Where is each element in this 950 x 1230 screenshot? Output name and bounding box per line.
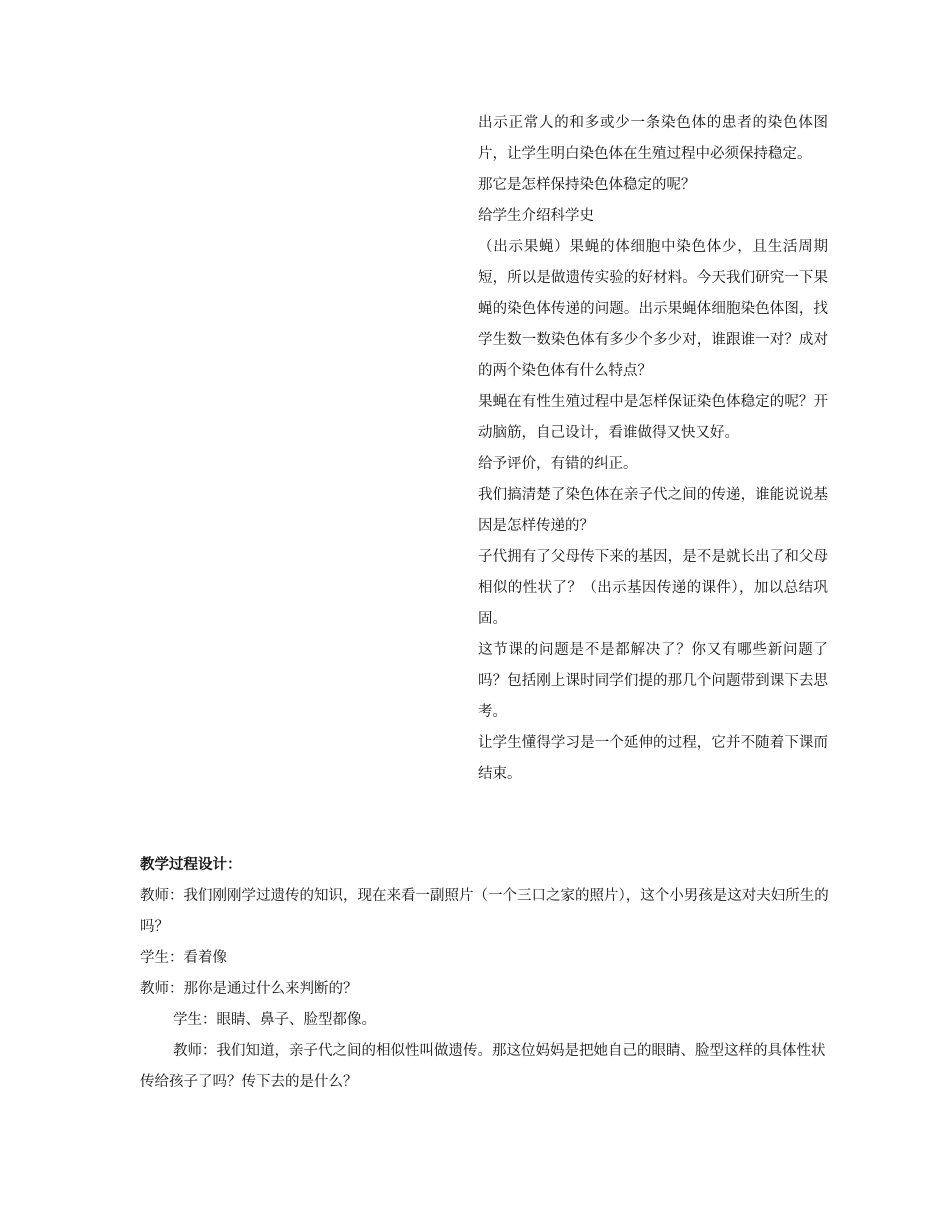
dialogue-line: 学生：眼睛、鼻子、脸型都像。 bbox=[173, 1012, 376, 1028]
paragraph-sexual-reproduction: 果蝇在有性生殖过程中是怎样保证染色体稳定的呢？开动脑筋，自己设计，看谁做得又快又好。 bbox=[478, 394, 828, 441]
paragraph-new-questions: 这节课的问题是不是都解决了？你又有哪些新问题了吗？包括刚上课时同学们提的那几个问题带到课下去思考。 bbox=[478, 642, 828, 720]
dialogue-line: 教师：我们知道，亲子代之间的相似性叫做遗传。那这位妈妈是把她自己的眼睛、脸型这样的具体性状传给孩子了吗？传下去的是什么？ bbox=[140, 1043, 826, 1090]
teaching-process-section bbox=[140, 850, 830, 1098]
dialogue-line: 学生：看着像 bbox=[140, 950, 227, 966]
dialogue-line: 教师：我们刚刚学过遗传的知识，现在来看一副照片（一个三口之家的照片），这个小男孩是这对夫妇所生的吗？ bbox=[140, 888, 829, 935]
paragraph-learning-extension: 让学生懂得学习是一个延伸的过程，它并不随着下课而结束。 bbox=[478, 735, 828, 782]
paragraph-evaluation: 给予评价，有错的纠正。 bbox=[478, 456, 638, 472]
paragraph-science-history: 给学生介绍科学史 bbox=[478, 208, 594, 224]
paragraph-gene-transmission: 我们搞清楚了染色体在亲子代之间的传递，谁能说说基因是怎样传递的？ bbox=[478, 487, 828, 534]
dialogue-line: 教师：那你是通过什么来判断的？ bbox=[140, 981, 358, 997]
paragraph-question-stability: 那它是怎样保持染色体稳定的呢？ bbox=[478, 177, 696, 193]
paragraph-traits: 子代拥有了父母传下来的基因，是不是就长出了和父母相似的性状了？（出示基因传递的课件），加以总结巩固。 bbox=[478, 549, 828, 627]
lesson-activity-column bbox=[478, 108, 828, 790]
section-heading: 教学过程设计： bbox=[140, 857, 242, 873]
paragraph-chromosome-images: 出示正常人的和多或少一条染色体的患者的染色体图片，让学生明白染色体在生殖过程中必须保持稳定。 bbox=[478, 115, 828, 162]
paragraph-fruit-fly: （出示果蝇）果蝇的体细胞中染色体少，且生活周期短，所以是做遗传实验的好材料。今天我们研究一下果蝇的染色体传递的问题。出示果蝇体细胞染色体图，找学生数一数染色体有多少个多少对，谁跟谁一对？成对的两个染色体有什么特点？ bbox=[478, 239, 828, 379]
